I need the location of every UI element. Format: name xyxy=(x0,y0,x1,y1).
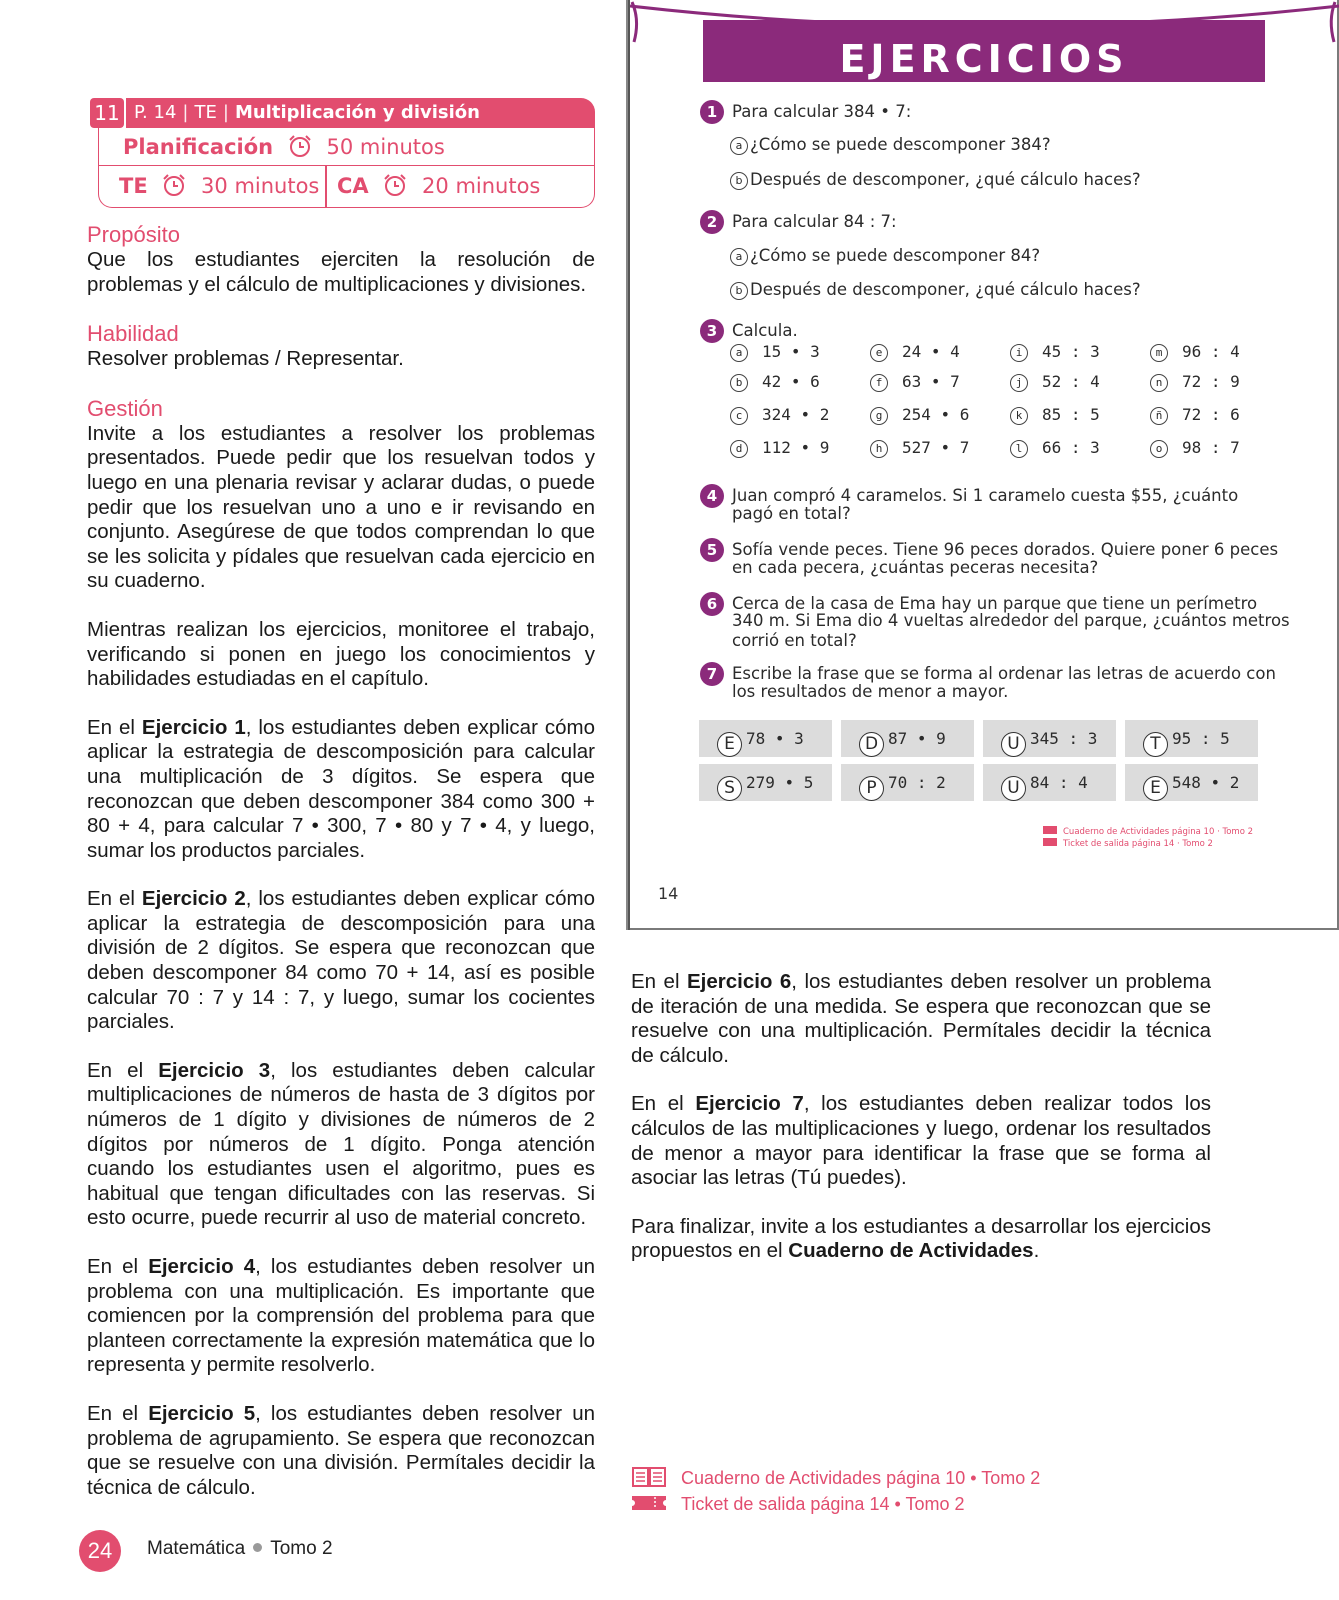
clock-icon xyxy=(160,173,188,197)
planificacion-label: Planificación xyxy=(123,135,274,159)
planificacion-time: 50 minutos xyxy=(326,135,445,159)
proposito-title: Propósito xyxy=(87,222,180,247)
ref-cuaderno: Cuaderno de Actividades página 10 • Tomo 2 xyxy=(631,1465,1040,1491)
question-7-line2: los resultados de menor a mayor. xyxy=(732,682,1009,701)
ref-ticket: Ticket de salida página 14 • Tomo 2 xyxy=(631,1491,1040,1517)
gestion-title: Gestión xyxy=(87,395,163,421)
calc-item: n 72 : 9 xyxy=(1150,372,1240,392)
question-5-line2: en cada pecera, ¿cuántas peceras necesita? xyxy=(732,558,1099,577)
question-1: 1 Para calcular 384 • 7: xyxy=(700,100,911,124)
planning-body xyxy=(98,128,595,208)
letter-tile: U 345 : 3 xyxy=(983,720,1116,757)
letter-tile: D 87 • 9 xyxy=(841,720,974,757)
clock-icon xyxy=(286,134,314,158)
book-footnotes xyxy=(1043,826,1253,850)
divider xyxy=(325,166,327,207)
calc-item: l 66 : 3 xyxy=(1010,438,1100,458)
ejercicio-2-paragraph: En el Ejercicio 2, los estudiantes deben explicar cómo aplicar la estrategia de descomposición para una división de 2 dígitos. Se espera que reconozcan que deben descomponer 84 como 70 + 14, así es posible calcular 70 : 7 y 14 : 7, y luego, sumar los cocientes parciales. xyxy=(87,887,595,1034)
question-6-line3: corrió en total? xyxy=(732,631,857,650)
ticket-icon xyxy=(1043,838,1057,846)
book-foot-ticket: Ticket de salida página 14 · Tomo 2 xyxy=(1043,838,1253,850)
letter-tile: P 70 : 2 xyxy=(841,764,974,801)
calc-item: k 85 : 5 xyxy=(1010,405,1100,425)
ticket-icon xyxy=(631,1492,667,1514)
gestion-paragraph-2: Mientras realizan los ejercicios, monitoree el trabajo, verificando si ponen en juego los conocimientos y habilidades estudiadas en el capítulo. xyxy=(87,617,595,691)
ca-time-cell xyxy=(337,166,540,207)
calc-item: i 45 : 3 xyxy=(1010,342,1100,362)
ca-label: CA xyxy=(337,174,369,198)
ejercicio-3-paragraph: En el Ejercicio 3, los estudiantes deben calcular multiplicaciones de números de hasta de 3 dígitos por números de 1 dígito y divisiones de números de 2 dígitos por números de 1 dígito. Ponga atención cuando los estudiantes usen el algoritmo, pues es habitual que tengan dificultades con las reservas. Si esto ocurre, puede recurrir al uso de material concreto. xyxy=(87,1058,595,1230)
calc-item: m 96 : 4 xyxy=(1150,342,1240,362)
calc-item: a 15 • 3 xyxy=(730,342,820,362)
question-6: 6 Cerca de la casa de Ema hay un parque que tiene un perímetro xyxy=(700,592,1257,616)
calc-item: o 98 : 7 xyxy=(1150,438,1240,458)
page-ref: P. 14 xyxy=(134,102,177,123)
gestion-paragraph-1: Invite a los estudiantes a resolver los problemas presentados. Puede pedir que los resuelvan todos y luego en una plenaria revisar y aclarar dudas, o puede pedir que los resuelvan uno a uno e ir revisando en conjunto. Asegúrese de que todos comprendan lo que se les solicita y pídales que resuelvan cada ejercicio en su cuaderno. xyxy=(87,421,595,593)
separator-dot xyxy=(253,1543,262,1552)
subject: Matemática xyxy=(147,1538,246,1559)
ejercicio-7-paragraph: En el Ejercicio 7, los estudiantes deben realizar todos los cálculos de las multiplicaciones y luego, ordenar los resultados de menor a mayor para identificar la frase que se forma al asociar las letras (Tú puedes). xyxy=(631,1092,1211,1190)
te-label: TE xyxy=(194,102,217,123)
page-number: 24 xyxy=(79,1530,121,1572)
planning-row xyxy=(99,128,594,166)
book-icon xyxy=(1043,826,1057,834)
te-time-label: TE xyxy=(119,174,148,198)
ejercicio-5-paragraph: En el Ejercicio 5, los estudiantes deben resolver un problema de agrupamiento. Se espera que reconozcan que se resuelve con una división. Permítales decidir la técnica de cálculo. xyxy=(87,1401,596,1499)
proposito-text: Que los estudiantes ejerciten la resolución de problemas y el cálculo de multiplicaciones y divisiones. xyxy=(87,248,595,296)
letter-tile: U 84 : 4 xyxy=(983,764,1116,801)
question-2b: b Después de descomponer, ¿qué cálculo haces? xyxy=(730,280,1141,300)
textbook-page xyxy=(630,0,1339,930)
calc-item: j 52 : 4 xyxy=(1010,372,1100,392)
question-6-line2: 340 m. Si Ema dio 4 vueltas alrededor del parque, ¿cuántos metros xyxy=(732,611,1290,630)
question-1a: a ¿Cómo se puede descomponer 384? xyxy=(730,135,1051,155)
lesson-number: 11 xyxy=(90,98,124,128)
calc-item: g 254 • 6 xyxy=(870,405,969,425)
book-page-number: 14 xyxy=(658,884,679,903)
te-time-cell xyxy=(119,166,319,207)
question-3: 3 Calcula. xyxy=(700,319,798,343)
volume: Tomo 2 xyxy=(270,1538,333,1559)
lesson-topic: Multiplicación y división xyxy=(234,102,480,123)
question-7: 7 Escribe la frase que se forma al ordenar las letras de acuerdo con xyxy=(700,662,1276,686)
question-2: 2 Para calcular 84 : 7: xyxy=(700,210,897,234)
time-split-row xyxy=(99,166,594,207)
clock-icon xyxy=(381,173,409,197)
book-icon xyxy=(631,1466,667,1488)
ejercicios-banner: EJERCICIOS xyxy=(703,20,1265,82)
calc-item: ñ 72 : 6 xyxy=(1150,405,1240,425)
habilidad-title: Habilidad xyxy=(87,321,179,347)
question-1b: b Después de descomponer, ¿qué cálculo haces? xyxy=(730,170,1141,190)
letter-tile: S 279 • 5 xyxy=(699,764,832,801)
page-footer xyxy=(147,1538,333,1560)
final-paragraph: Para finalizar, invite a los estudiantes a desarrollar los ejercicios propuestos en el Cuaderno de Actividades. xyxy=(631,1214,1211,1263)
letter-tile: T 95 : 5 xyxy=(1125,720,1258,757)
question-4-line2: pagó en total? xyxy=(732,504,851,523)
ejercicio-1-paragraph: En el Ejercicio 1, los estudiantes deben explicar cómo aplicar la estrategia de descomposición para calcular una multiplicación de 3 dígitos. Se espera que reconozcan que deben descomponer 384 como 300 + 80 + 4, para calcular 7 • 300, 7 • 80 y 7 • 4, y luego, sumar los productos parciales. xyxy=(87,715,595,862)
question-5: 5 Sofía vende peces. Tiene 96 peces dorados. Quiere poner 6 peces xyxy=(700,538,1278,562)
right-column xyxy=(631,970,1211,1264)
calc-item: h 527 • 7 xyxy=(870,438,969,458)
ejercicio-6-paragraph: En el Ejercicio 6, los estudiantes deben resolver un problema de iteración de una medida. Se espera que reconozcan que se resuelve con una multiplicación. Permítales decidir la técnica de cálculo. xyxy=(631,970,1212,1067)
letter-tile: E 78 • 3 xyxy=(699,720,832,757)
book-foot-cuaderno: Cuaderno de Actividades página 10 · Tomo 2 xyxy=(1043,826,1253,838)
calc-item: d 112 • 9 xyxy=(730,438,829,458)
question-4: 4 Juan compró 4 caramelos. Si 1 caramelo cuesta $55, ¿cuánto xyxy=(700,484,1238,508)
calc-item: f 63 • 7 xyxy=(870,372,960,392)
letter-tile: E 548 • 2 xyxy=(1125,764,1258,801)
calc-item: b 42 • 6 xyxy=(730,372,820,392)
lesson-header: P. 14 | TE | Multiplicación y división xyxy=(126,98,595,128)
ejercicio-4-paragraph: En el Ejercicio 4, los estudiantes deben resolver un problema con una multiplicación. Es importante que comiencen por la comprensión del problema para que planteen correctamente la expresión matemática que lo representa y permite resolverlo. xyxy=(87,1255,596,1377)
calc-item: c 324 • 2 xyxy=(730,405,829,425)
calc-item: e 24 • 4 xyxy=(870,342,960,362)
references xyxy=(631,1465,1040,1517)
left-column xyxy=(87,222,595,1500)
ca-time: 20 minutos xyxy=(422,174,541,198)
planning-box xyxy=(90,98,595,208)
habilidad-text: Resolver problemas / Representar. xyxy=(87,347,404,371)
question-2a: a ¿Cómo se puede descomponer 84? xyxy=(730,246,1040,266)
te-time: 30 minutos xyxy=(201,174,320,198)
